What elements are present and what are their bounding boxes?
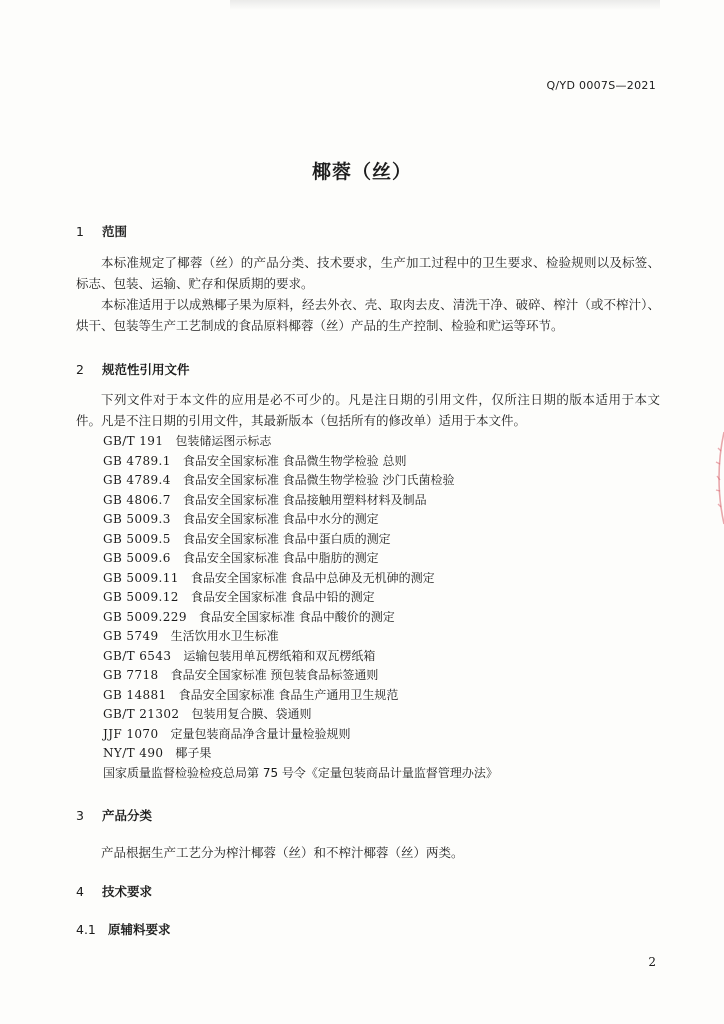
- reference-item: [103, 627, 498, 647]
- reference-item: [103, 764, 498, 784]
- reference-code: GB/T 6543: [103, 648, 172, 663]
- reference-item: [103, 744, 498, 764]
- reference-title: 食品安全国家标准 食品接触用塑料材料及制品: [182, 492, 427, 507]
- section-3-heading: [76, 806, 152, 824]
- document-code: Q/YD 0007S—2021: [546, 79, 656, 92]
- reference-code: GB 5009.229: [103, 609, 187, 624]
- reference-item: [103, 588, 498, 608]
- paragraph: 本标准规定了椰蓉（丝）的产品分类、技术要求，生产加工过程中的卫生要求、检验规则以及标签、标志、包装、运输、贮存和保质期的要求。: [76, 255, 660, 291]
- reference-title: 食品安全国家标准 预包装食品标签通则: [170, 668, 379, 682]
- paragraph: 本标准适用于以成熟椰子果为原料，经去外衣、壳、取肉去皮、清洗干净、破碎、榨汁（或不榨汁）、烘干、包装等生产工艺制成的食品原料椰蓉（丝）产品的生产控制、检验和贮运等环节。: [76, 297, 660, 333]
- reference-title: 食品安全国家标准 食品微生物学检验 沙门氏菌检验: [182, 473, 455, 487]
- reference-item: [103, 510, 498, 530]
- page-title: 椰蓉（丝）: [311, 161, 412, 183]
- reference-code: GB/T 191: [103, 434, 164, 448]
- reference-title: 椰子果: [175, 746, 212, 760]
- section-title: 规范性引用文件: [102, 362, 190, 377]
- reference-item: [103, 647, 498, 667]
- reference-item: [103, 432, 498, 452]
- reference-title: 食品安全国家标准 食品生产通用卫生规范: [178, 687, 399, 702]
- reference-code: GB 5009.12: [103, 590, 179, 604]
- section-title: 范围: [102, 224, 128, 239]
- reference-list: [103, 432, 498, 783]
- reference-title: 食品安全国家标准 食品中总砷及无机砷的测定: [190, 570, 435, 585]
- reference-item: [103, 471, 498, 491]
- reference-title: 定量包装商品净含量计量检验规则: [170, 726, 351, 741]
- page-number: 2: [648, 955, 656, 969]
- reference-title: 食品安全国家标准 食品中铅的测定: [190, 590, 375, 604]
- section-2-heading: [76, 360, 190, 378]
- reference-code: GB 4806.7: [103, 492, 171, 507]
- reference-code: GB 5009.3: [103, 512, 171, 526]
- reference-title: 食品安全国家标准 食品中脂肪的测定: [182, 551, 379, 565]
- reference-title: 食品安全国家标准 食品微生物学检验 总则: [182, 453, 407, 468]
- reference-item: [103, 452, 498, 472]
- reference-item: [103, 666, 498, 686]
- section-number: 2: [76, 362, 84, 377]
- reference-item: [103, 705, 498, 725]
- reference-item: [103, 608, 498, 628]
- reference-item: [103, 530, 498, 550]
- reference-code: NY/T 490: [103, 746, 164, 760]
- reference-code: GB 4789.4: [103, 473, 171, 487]
- section-number: 4.1: [76, 922, 96, 937]
- reference-item: [103, 549, 498, 569]
- reference-title: 国家质量监督检验检疫总局第 75 号令《定量包装商品计量监督管理办法》: [103, 765, 498, 780]
- section-title: 技术要求: [102, 884, 153, 899]
- reference-title: 运输包装用单瓦楞纸箱和双瓦楞纸箱: [183, 648, 376, 663]
- reference-title: 包装用复合膜、袋通则: [191, 707, 312, 721]
- paragraph: 产品根据生产工艺分为榨汁椰蓉（丝）和不榨汁椰蓉（丝）两类。: [101, 845, 464, 860]
- reference-code: GB/T 21302: [103, 707, 180, 721]
- section-4-heading: [76, 882, 152, 900]
- reference-title: 包装储运图示标志: [175, 434, 272, 448]
- section-number: 1: [76, 224, 84, 239]
- reference-code: GB 7718: [103, 668, 159, 682]
- reference-code: GB 5009.11: [103, 570, 179, 585]
- reference-code: GB 4789.1: [103, 453, 171, 468]
- reference-code: GB 5009.6: [103, 551, 171, 565]
- section-title: 产品分类: [102, 808, 153, 823]
- section-4-1-heading: [76, 920, 171, 938]
- section-number: 3: [76, 808, 84, 823]
- reference-title: 食品安全国家标准 食品中水分的测定: [182, 512, 379, 526]
- reference-code: JJF 1070: [103, 726, 159, 741]
- reference-item: [103, 725, 498, 745]
- reference-item: [103, 569, 498, 589]
- section-1-heading: [76, 222, 127, 240]
- section-number: 4: [76, 884, 84, 899]
- section-title: 原辅料要求: [108, 922, 171, 937]
- paragraph: 下列文件对于本文件的应用是必不可少的。凡是注日期的引用文件，仅所注日期的版本适用于本文件。凡是不注日期的引用文件，其最新版本（包括所有的修改单）适用于本文件。: [76, 392, 660, 428]
- reference-code: GB 14881: [103, 687, 167, 702]
- reference-code: GB 5009.5: [103, 531, 171, 546]
- reference-title: 食品安全国家标准 食品中酸价的测定: [198, 609, 395, 624]
- reference-title: 生活饮用水卫生标准: [170, 629, 279, 643]
- scan-smudge: [230, 0, 660, 10]
- reference-item: [103, 686, 498, 706]
- reference-code: GB 5749: [103, 629, 159, 643]
- red-seal-stamp-edge: [704, 428, 724, 528]
- reference-item: [103, 491, 498, 511]
- reference-title: 食品安全国家标准 食品中蛋白质的测定: [182, 531, 391, 546]
